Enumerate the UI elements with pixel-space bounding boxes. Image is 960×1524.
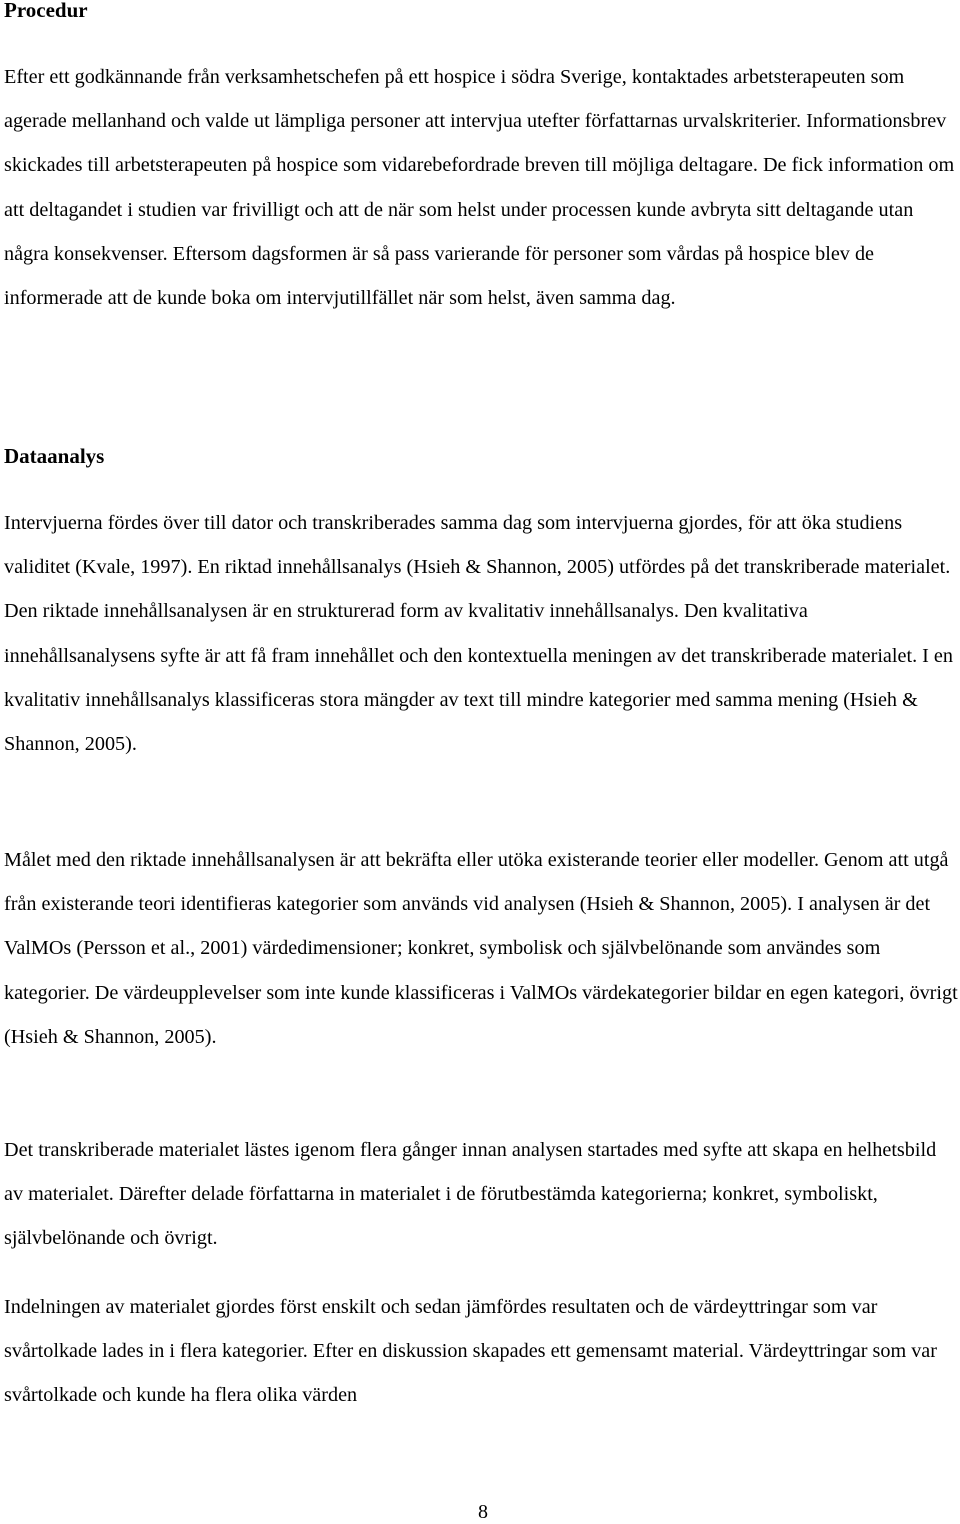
- paragraph-procedur-1: Efter ett godkännande från verksamhetschefen på ett hospice i södra Sverige, kontaktades arbetsterapeuten som agerade mellanhand och valde ut lämpliga personer att intervjua utefter författarnas urvalskriterier. Informationsbrev skickades till arbetsterapeuten på hospice som vidarebefordrade breven till möjliga deltagare. De fick information om att deltagandet i studien var frivilligt och att de när som helst under processen kunde avbryta sitt deltagande utan några konsekvenser. Eftersom dagsformen är så pass varierande för personer som vårdas på hospice blev de informerade att de kunde boka om intervjutillfället när som helst, även samma dag.: [4, 66, 955, 310]
- page-number: 8: [478, 1501, 488, 1523]
- paragraph-dataanalys-2: Målet med den riktade innehållsanalysen är att bekräfta eller utöka existerande teorier eller modeller. Genom att utgå från existerande teori identifieras kategorier som används vid analysen (Hsieh & Shannon, 2005). I analysen är det ValMOs (Persson et al., 2001) värdedimensioner; konkret, symbolisk och självbelönande som användes som kategorier. De värdeupplevelser som inte kunde klassificeras i ValMOs värdekategorier bildar en egen kategori, övrigt (Hsieh & Shannon, 2005).: [4, 849, 958, 1048]
- section-heading-procedur: Procedur: [4, 0, 88, 22]
- paragraph-dataanalys-4: Indelningen av materialet gjordes först enskilt och sedan jämfördes resultaten och de värdeyttringar som var svårtolkade lades in i flera kategorier. Efter en diskussion skapades ett gemensamt material. Värdeyttringar som var svårtolkade och kunde ha flera olika värden: [4, 1296, 937, 1407]
- paragraph-dataanalys-1: Intervjuerna fördes över till dator och transkriberades samma dag som intervjuerna gjordes, för att öka studiens validitet (Kvale, 1997). En riktad innehållsanalys (Hsieh & Shannon, 2005) utfördes på det transkriberade materialet. Den riktade innehållsanalysen är en strukturerad form av kvalitativ innehållsanalys. Den kvalitativa innehållsanalysens syfte är att få fram innehållet och den kontextuella meningen av det transkriberade materialet. I en kvalitativ innehållsanalys klassificeras stora mängder av text till mindre kategorier med samma mening (Hsieh & Shannon, 2005).: [4, 512, 953, 756]
- section-heading-dataanalys: Dataanalys: [4, 444, 105, 468]
- paragraph-dataanalys-3: Det transkriberade materialet lästes igenom flera gånger innan analysen startades med syfte att skapa en helhetsbild av materialet. Därefter delade författarna in materialet i de förutbestämda kategorierna; konkret, symboliskt, självbelönande och övrigt.: [4, 1139, 937, 1250]
